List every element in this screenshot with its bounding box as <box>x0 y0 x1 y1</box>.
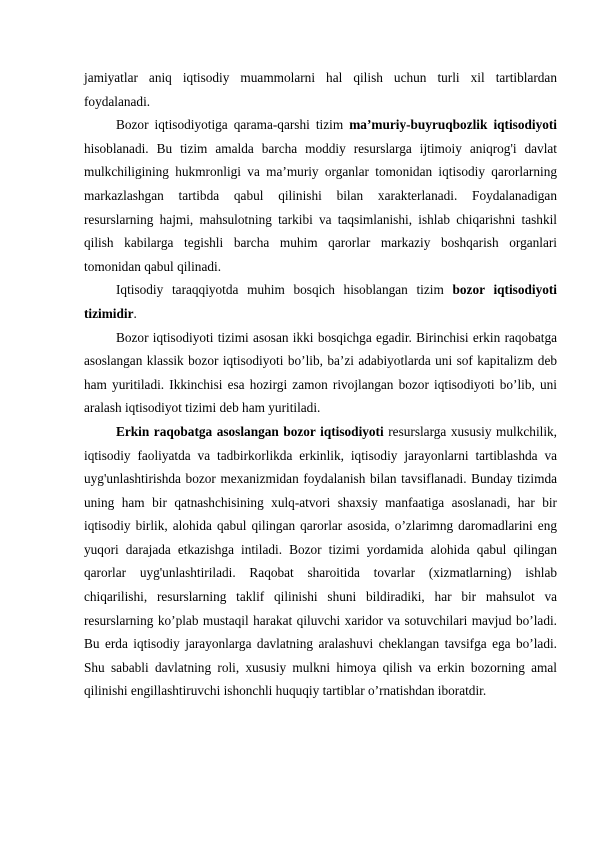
paragraph-command-economy <box>84 113 557 278</box>
paragraph-lead: Iqtisodiy taraqqiyotda muhim bosqich hisoblangan tizim <box>116 282 453 298</box>
paragraph-rest: . <box>133 305 137 321</box>
paragraph-text: Bozor iqtisodiyoti tizimi asosan ikki bosqichga egadir. Birinchisi erkin raqobatga asoslangan klassik bozor iqtisodiyoti bo’lib, ba’zi adabiyotlarda uni sof kapitalizm deb ham yuritiladi. Ikkinchisi esa hozirgi zamon rivojlangan bozor iqtisodiyoti bo’lib, uni aralash iqtisodiyot tizimi deb ham yuritiladi. <box>84 329 557 416</box>
paragraph-rest: hisoblanadi. Bu tizim amalda barcha moddiy resurslarga ijtimoiy aniqrog'i davlat mulkchiligining hukmronligi va ma’muriy organlar tomonidan iqtisodiy qarorlarning markazlashgan tartibda qabul qilinishi bilan xarakterlanadi. Foydalanadigan resurslarning hajmi, mahsulotning tarkibi va taqsimlanishi, ishlab chiqarishni tashkil qilish kabilarga tegishli barcha muhim qarorlar markaziy boshqarish organlari tomonidan qabul qilinadi. <box>84 140 557 274</box>
paragraph-text: jamiyatlar aniq iqtisodiy muammolarni hal qilish uchun turli xil tartiblardan foydalanadi. <box>84 70 557 109</box>
paragraph-rest: resurslarga xususiy mulkchilik, iqtisodiy faoliyatda va tadbirkorlikda erkinlik, iqtisodiy jarayonlarni tartiblashda va uyg'unlashtirishda bozor mexanizmidan foydalanish bilan tavsiflanadi. Bunday tizimda uning ham bir qatnashchisining xulq-atvori shaxsiy manfaatiga asoslanadi, har bir iqtisodiy birlik, alohida qabul qilingan qarorlar asosida, o’zlarimng daromadlarini eng yuqori darajada etkazishga intiladi. Bozor tizimi yordamida alohida qabul qilingan qarorlar uyg'unlashtiriladi. Raqobat sharoitida tovarlar (xizmatlarning) ishlab chiqarilishi, resurslarning taklif qilinishi shuni bildiradiki, har bir mahsulot va resurslarning ko’plab mustaqil harakat qiluvchi xaridor va sotuvchilari mavjud bo’ladi. Bu erda iqtisodiy jarayonlarga davlatning aralashuvi cheklangan tavsifga ega bo’ladi. Shu sababli davlatning roli, xususiy mulkni himoya qilish va erkin bozorning amal qilinishi engillashtiruvchi ishonchli huquqiy tartiblar o’rnatishdan iboratdir. <box>84 423 557 699</box>
paragraph-market-economy <box>84 278 557 325</box>
term-command-economy: ma’muriy-buyruqbozlik iqtisodiyoti <box>349 117 557 133</box>
body-text <box>84 66 557 703</box>
term-market-economy: bozor iqtisodiyoti tizimidir <box>84 282 558 321</box>
paragraph-continuation <box>84 66 557 113</box>
paragraph-free-competition <box>84 420 557 703</box>
paragraph-two-stages <box>84 326 557 420</box>
paragraph-lead: Bozor iqtisodiyotiga qarama-qarshi tizim <box>116 117 350 133</box>
term-free-competition: Erkin raqobatga asoslangan bozor iqtisodiyoti <box>116 423 384 439</box>
